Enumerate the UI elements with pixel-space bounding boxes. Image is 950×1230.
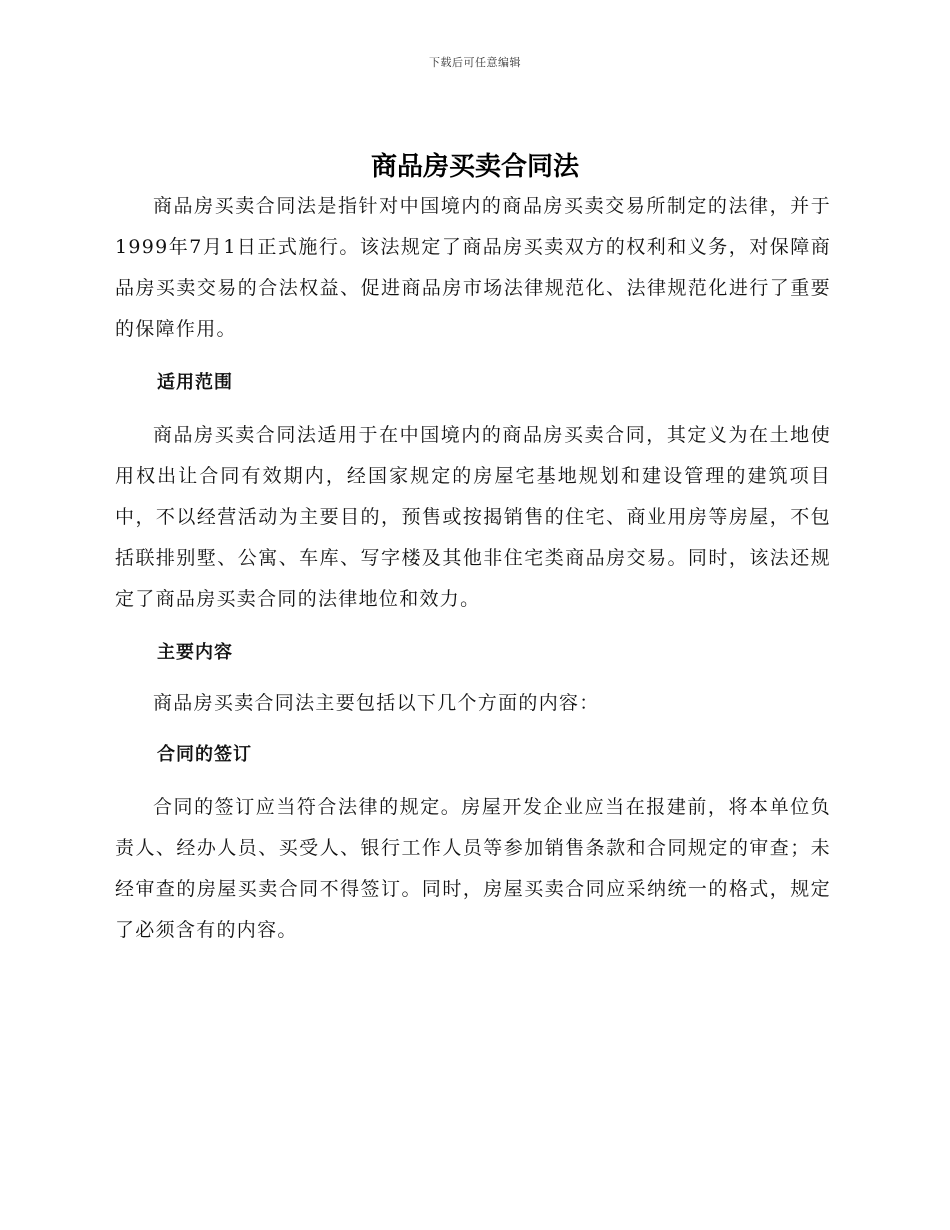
- document-body: [115, 186, 831, 951]
- section-heading-main-content: 主要内容: [157, 642, 233, 663]
- section-body-contract-signing: 合同的签订应当符合法律的规定。房屋开发企业应当在报建前，将本单位负责人、经办人员、买受人、银行工作人员等参加销售条款和合同规定的审查；未经审查的房屋买卖合同不得签订。同时，房屋买卖合同应采纳统一的格式，规定了必须含有的内容。: [115, 796, 831, 941]
- intro-paragraph: 商品房买卖合同法是指针对中国境内的商品房买卖交易所制定的法律，并于1999年7月1日正式施行。该法规定了商品房买卖双方的权利和义务，对保障商品房买卖交易的合法权益、促进商品房市场法律规范化、法律规范化进行了重要的保障作用。: [115, 195, 831, 340]
- section-heading-scope: 适用范围: [157, 372, 233, 393]
- section-heading-contract-signing: 合同的签订: [157, 744, 252, 765]
- header-note: 下载后可任意编辑: [429, 56, 521, 69]
- section-body-main-content: 商品房买卖合同法主要包括以下几个方面的内容：: [153, 692, 600, 714]
- section-body-scope: 商品房买卖合同法适用于在中国境内的商品房买卖合同，其定义为在土地使用权出让合同有效期内，经国家规定的房屋宅基地规划和建设管理的建筑项目中，不以经营活动为主要目的，预售或按揭销售的住宅、商业用房等房屋，不包括联排别墅、公寓、车库、写字楼及其他非住宅类商品房交易。同时，该法还规定了商品房买卖合同的法律地位和效力。: [115, 424, 831, 610]
- document-title: 商品房买卖合同法: [370, 152, 579, 182]
